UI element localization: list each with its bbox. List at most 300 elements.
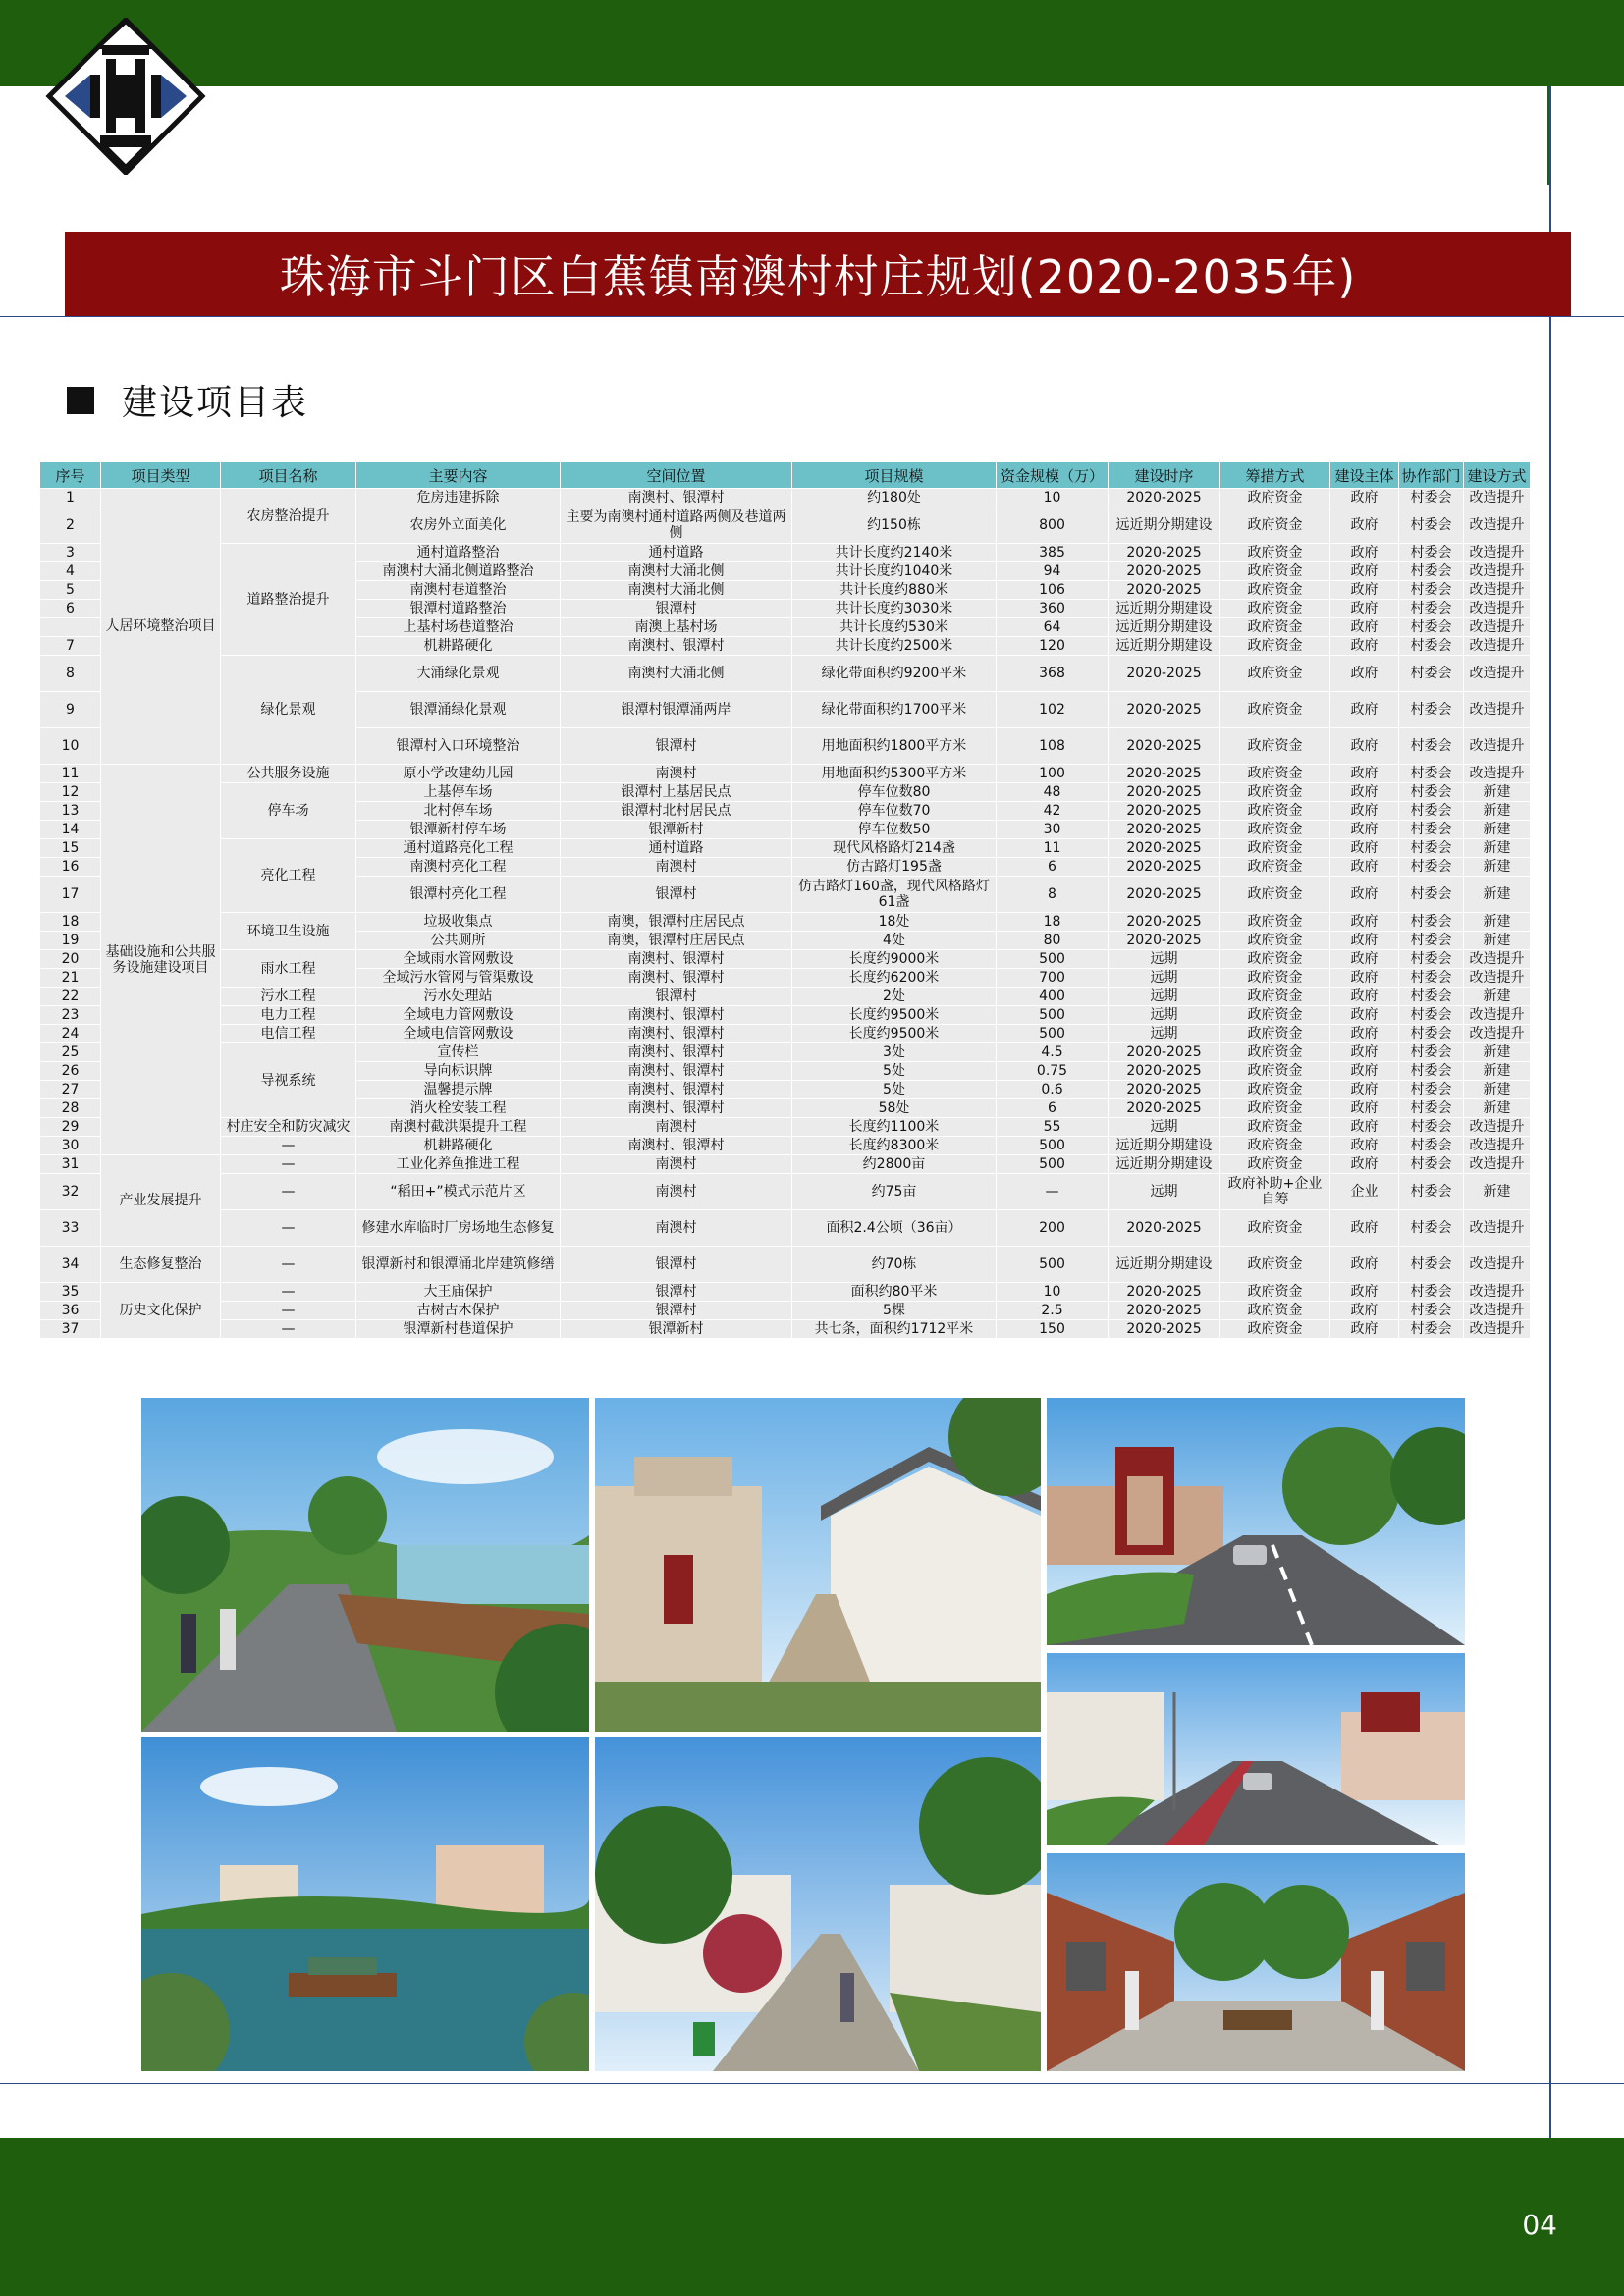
table-cell: 村委会 <box>1399 932 1464 950</box>
table-cell: 长度约9500米 <box>792 1006 997 1025</box>
table-cell: 村委会 <box>1399 1006 1464 1025</box>
table-row <box>40 1118 1531 1137</box>
table-cell: 政府 <box>1330 765 1399 783</box>
table-cell: 机耕路硬化 <box>356 637 561 656</box>
table-cell: 远近期分期建设 <box>1109 1247 1220 1283</box>
table-cell: 垃圾收集点 <box>356 913 561 932</box>
table-cell: 改造提升 <box>1464 637 1531 656</box>
table-cell: 改造提升 <box>1464 728 1531 765</box>
table-cell: 村委会 <box>1399 489 1464 507</box>
table-cell: 村委会 <box>1399 969 1464 988</box>
table-cell: 银潭村上基居民点 <box>561 783 792 802</box>
table-cell: 10 <box>997 1283 1109 1302</box>
project-name-cell: 绿化景观 <box>221 656 356 765</box>
table-cell: 新建 <box>1464 988 1531 1006</box>
table-cell: 8 <box>40 656 101 692</box>
table-cell: 新建 <box>1464 858 1531 877</box>
project-name-cell: — <box>221 1210 356 1247</box>
table-cell <box>40 618 101 637</box>
table-cell: 导向标识牌 <box>356 1062 561 1081</box>
table-cell: 6 <box>40 600 101 618</box>
table-cell: 共计长度约3030米 <box>792 600 997 618</box>
table-cell: 村委会 <box>1399 988 1464 1006</box>
table-cell: 污水处理站 <box>356 988 561 1006</box>
project-name-cell: 村庄安全和防灾减灾 <box>221 1118 356 1137</box>
table-cell: 村委会 <box>1399 600 1464 618</box>
table-cell: 368 <box>997 656 1109 692</box>
table-cell: 26 <box>40 1062 101 1081</box>
table-cell: 36 <box>40 1302 101 1320</box>
project-name-cell: 停车场 <box>221 783 356 839</box>
table-cell: 银潭村 <box>561 1283 792 1302</box>
table-body <box>40 489 1531 1339</box>
project-name-cell: — <box>221 1320 356 1339</box>
table-cell: 古树古木保护 <box>356 1302 561 1320</box>
table-cell: 面积约80平米 <box>792 1283 997 1302</box>
table-row <box>40 839 1531 858</box>
table-cell: 改造提升 <box>1464 1283 1531 1302</box>
table-cell: 政府资金 <box>1220 858 1330 877</box>
table-cell: 6 <box>997 858 1109 877</box>
table-cell: 原小学改建幼儿园 <box>356 765 561 783</box>
table-cell: 仿古路灯195盏 <box>792 858 997 877</box>
table-cell: 村委会 <box>1399 1081 1464 1099</box>
table-cell: 2020-2025 <box>1109 802 1220 821</box>
header-cell: 建设方式 <box>1464 462 1531 489</box>
table-cell: 政府资金 <box>1220 1320 1330 1339</box>
table-cell: 385 <box>997 544 1109 562</box>
table-cell: 南澳村、银潭村 <box>561 1062 792 1081</box>
table-cell: 村委会 <box>1399 821 1464 839</box>
table-cell: 政府资金 <box>1220 544 1330 562</box>
table-cell: 新建 <box>1464 913 1531 932</box>
table-cell: 银潭村 <box>561 600 792 618</box>
table-cell: 村委会 <box>1399 581 1464 600</box>
table-row <box>40 544 1531 562</box>
table-cell: 新建 <box>1464 1174 1531 1210</box>
table-row <box>40 1174 1531 1210</box>
table-cell: 消火栓安装工程 <box>356 1099 561 1118</box>
project-name-cell: 电力工程 <box>221 1006 356 1025</box>
table-cell: 2020-2025 <box>1109 877 1220 913</box>
table-cell: 改造提升 <box>1464 950 1531 969</box>
table-cell: 南澳村巷道整治 <box>356 581 561 600</box>
table-cell: 政府资金 <box>1220 969 1330 988</box>
table-cell: 村委会 <box>1399 507 1464 544</box>
table-cell: 政府 <box>1330 1302 1399 1320</box>
table-cell: 政府 <box>1330 802 1399 821</box>
table-cell: 南澳，银潭村庄居民点 <box>561 913 792 932</box>
table-cell: 南澳村 <box>561 765 792 783</box>
header-cell: 项目类型 <box>101 462 221 489</box>
table-cell: 29 <box>40 1118 101 1137</box>
table-cell: 南澳村、银潭村 <box>561 1043 792 1062</box>
table-cell: 银潭新村停车场 <box>356 821 561 839</box>
table-cell: 2020-2025 <box>1109 858 1220 877</box>
table-cell: 2020-2025 <box>1109 656 1220 692</box>
table-cell: 政府资金 <box>1220 821 1330 839</box>
table-cell: 改造提升 <box>1464 1320 1531 1339</box>
table-cell: 改造提升 <box>1464 507 1531 544</box>
section-heading <box>67 375 308 425</box>
table-cell: 27 <box>40 1081 101 1099</box>
table-cell: 南澳，银潭村庄居民点 <box>561 932 792 950</box>
table-cell: 政府资金 <box>1220 1043 1330 1062</box>
table-cell: 政府 <box>1330 932 1399 950</box>
table-cell: 村委会 <box>1399 858 1464 877</box>
table-cell: 改造提升 <box>1464 656 1531 692</box>
table-cell: 主要为南澳村通村道路两侧及巷道两侧 <box>561 507 792 544</box>
table-cell: 南澳村亮化工程 <box>356 858 561 877</box>
table-cell: 停车位数70 <box>792 802 997 821</box>
table-cell: 34 <box>40 1247 101 1283</box>
table-cell: 2020-2025 <box>1109 1062 1220 1081</box>
table-cell: 政府资金 <box>1220 562 1330 581</box>
table-row <box>40 1283 1531 1302</box>
table-cell: 改造提升 <box>1464 1247 1531 1283</box>
table-cell: 政府 <box>1330 1025 1399 1043</box>
table-cell: 政府资金 <box>1220 1081 1330 1099</box>
table-cell: 南澳村、银潭村 <box>561 1137 792 1155</box>
table-cell: 政府 <box>1330 1210 1399 1247</box>
table-cell: 停车位数80 <box>792 783 997 802</box>
table-cell: 村委会 <box>1399 802 1464 821</box>
table-cell: 政府资金 <box>1220 1247 1330 1283</box>
table-cell: 村委会 <box>1399 1099 1464 1118</box>
table-cell: 南澳村、银潭村 <box>561 1081 792 1099</box>
table-cell: 南澳村大涌北侧 <box>561 562 792 581</box>
table-cell: 新建 <box>1464 1081 1531 1099</box>
table-cell: 政府 <box>1330 950 1399 969</box>
table-row <box>40 1006 1531 1025</box>
table-cell: 新建 <box>1464 783 1531 802</box>
table-cell: 村委会 <box>1399 544 1464 562</box>
table-cell: 南澳村、银潭村 <box>561 950 792 969</box>
table-cell: 南澳村 <box>561 1210 792 1247</box>
table-cell: 村委会 <box>1399 1137 1464 1155</box>
top-band <box>0 0 1624 86</box>
table-cell: 12 <box>40 783 101 802</box>
table-cell: 政府资金 <box>1220 802 1330 821</box>
photo-riverside-path <box>141 1398 589 1732</box>
table-cell: 30 <box>997 821 1109 839</box>
table-cell: 9 <box>40 692 101 728</box>
table-cell: 3 <box>40 544 101 562</box>
table-cell: 政府 <box>1330 637 1399 656</box>
table-cell: 村委会 <box>1399 1025 1464 1043</box>
header-cell: 项目名称 <box>221 462 356 489</box>
table-cell: 通村道路亮化工程 <box>356 839 561 858</box>
table-cell: 共七条，面积约1712平米 <box>792 1320 997 1339</box>
document-title: 珠海市斗门区白蕉镇南澳村村庄规划(2020-2035年) <box>65 232 1571 316</box>
table-cell: 200 <box>997 1210 1109 1247</box>
table-cell: 28 <box>40 1099 101 1118</box>
table-cell: 村委会 <box>1399 1043 1464 1062</box>
table-cell: 远期 <box>1109 969 1220 988</box>
table-cell: 村委会 <box>1399 618 1464 637</box>
table-cell: 2020-2025 <box>1109 581 1220 600</box>
table-cell: 南澳村、银潭村 <box>561 1025 792 1043</box>
project-type-cell: 基础设施和公共服务设施建设项目 <box>101 765 221 1155</box>
table-cell: 55 <box>997 1118 1109 1137</box>
table-cell: 远期 <box>1109 1174 1220 1210</box>
table-cell: 南澳村大涌北侧 <box>561 656 792 692</box>
table-cell: 银潭村 <box>561 877 792 913</box>
table-row <box>40 656 1531 692</box>
table-cell: 村委会 <box>1399 783 1464 802</box>
table-cell: 远期 <box>1109 1025 1220 1043</box>
table-cell: 18处 <box>792 913 997 932</box>
table-cell: 政府资金 <box>1220 1062 1330 1081</box>
table-row <box>40 1210 1531 1247</box>
table-cell: 2020-2025 <box>1109 913 1220 932</box>
table-cell: 共计长度约530米 <box>792 618 997 637</box>
table-row <box>40 988 1531 1006</box>
table-cell: 新建 <box>1464 821 1531 839</box>
table-cell: 2020-2025 <box>1109 839 1220 858</box>
table-cell: 村委会 <box>1399 637 1464 656</box>
table-cell: 村委会 <box>1399 765 1464 783</box>
table-cell: 32 <box>40 1174 101 1210</box>
table-cell: 上基停车场 <box>356 783 561 802</box>
title-underline <box>0 316 1624 317</box>
table-cell: 银潭村银潭涌两岸 <box>561 692 792 728</box>
table-cell: 新建 <box>1464 1099 1531 1118</box>
table-cell: 工业化养鱼推进工程 <box>356 1155 561 1174</box>
table-cell: 政府 <box>1330 1118 1399 1137</box>
table-cell: 远期 <box>1109 988 1220 1006</box>
table-cell: 102 <box>997 692 1109 728</box>
table-cell: 5处 <box>792 1081 997 1099</box>
photo-village-pond <box>141 1737 589 2071</box>
table-cell: 改造提升 <box>1464 765 1531 783</box>
table-cell: 4 <box>40 562 101 581</box>
table-cell: 银潭村道路整治 <box>356 600 561 618</box>
table-cell: 村委会 <box>1399 1118 1464 1137</box>
table-cell: 政府 <box>1330 969 1399 988</box>
table-row <box>40 765 1531 783</box>
table-cell: 2020-2025 <box>1109 1081 1220 1099</box>
table-cell: 500 <box>997 1247 1109 1283</box>
table-cell: 村委会 <box>1399 562 1464 581</box>
table-cell: 政府 <box>1330 839 1399 858</box>
table-cell: 政府资金 <box>1220 692 1330 728</box>
table-cell: 政府 <box>1330 1247 1399 1283</box>
table-cell: 政府资金 <box>1220 581 1330 600</box>
table-cell: 政府 <box>1330 562 1399 581</box>
table-cell: 108 <box>997 728 1109 765</box>
table-cell: 银潭新村 <box>561 821 792 839</box>
table-cell: 银潭村 <box>561 1247 792 1283</box>
table-cell: 政府资金 <box>1220 637 1330 656</box>
table-cell: 政府资金 <box>1220 950 1330 969</box>
table-cell: 改造提升 <box>1464 544 1531 562</box>
project-type-cell: 人居环境整治项目 <box>101 489 221 765</box>
table-cell: 1 <box>40 489 101 507</box>
table-cell: 银潭新村和银潭涌北岸建筑修缮 <box>356 1247 561 1283</box>
photo-brick-plaza <box>1047 1853 1465 2071</box>
project-name-cell: 雨水工程 <box>221 950 356 988</box>
table-cell: 政府资金 <box>1220 618 1330 637</box>
table-cell: 远期 <box>1109 1118 1220 1137</box>
table-cell: 政府资金 <box>1220 507 1330 544</box>
table-cell: 19 <box>40 932 101 950</box>
table-cell: 长度约1100米 <box>792 1118 997 1137</box>
table-cell: 改造提升 <box>1464 1210 1531 1247</box>
table-cell: 政府资金 <box>1220 877 1330 913</box>
table-cell: 全域污水管网与管渠敷设 <box>356 969 561 988</box>
table-row <box>40 950 1531 969</box>
project-name-cell: — <box>221 1247 356 1283</box>
project-type-cell: 生态修复整治 <box>101 1247 221 1283</box>
table-cell: 远近期分期建设 <box>1109 1137 1220 1155</box>
table-cell: 改造提升 <box>1464 1118 1531 1137</box>
table-cell: 政府 <box>1330 544 1399 562</box>
table-cell: 94 <box>997 562 1109 581</box>
heading-bullet-icon <box>67 387 94 414</box>
table-cell: 村委会 <box>1399 1320 1464 1339</box>
table-cell: 21 <box>40 969 101 988</box>
table-cell: 企业 <box>1330 1174 1399 1210</box>
table-cell: 政府资金 <box>1220 1210 1330 1247</box>
table-cell: 106 <box>997 581 1109 600</box>
photo-walled-alley <box>595 1737 1041 2071</box>
table-cell: 政府资金 <box>1220 765 1330 783</box>
table-cell: 银潭新村 <box>561 1320 792 1339</box>
table-cell: 停车位数50 <box>792 821 997 839</box>
table-cell: 政府 <box>1330 858 1399 877</box>
table-cell: 政府资金 <box>1220 1283 1330 1302</box>
page-number: 04 <box>1522 2209 1557 2241</box>
table-cell: 政府资金 <box>1220 1099 1330 1118</box>
table-cell: 温馨提示牌 <box>356 1081 561 1099</box>
table-cell: 500 <box>997 1006 1109 1025</box>
table-cell: 政府 <box>1330 988 1399 1006</box>
table-cell: 约75亩 <box>792 1174 997 1210</box>
table-cell: 22 <box>40 988 101 1006</box>
table-cell: 南澳村、银潭村 <box>561 637 792 656</box>
project-table <box>39 461 1531 1339</box>
table-cell: 银潭村亮化工程 <box>356 877 561 913</box>
table-cell: 3处 <box>792 1043 997 1062</box>
table-cell: 农房外立面美化 <box>356 507 561 544</box>
project-name-cell: 亮化工程 <box>221 839 356 913</box>
table-cell: 政府资金 <box>1220 728 1330 765</box>
table-cell: 共计长度约1040米 <box>792 562 997 581</box>
table-cell: 绿化带面积约1700平米 <box>792 692 997 728</box>
table-cell: 北村停车场 <box>356 802 561 821</box>
project-type-cell: 产业发展提升 <box>101 1155 221 1247</box>
table-cell: 政府资金 <box>1220 1302 1330 1320</box>
table-cell: 银潭村入口环境整治 <box>356 728 561 765</box>
project-name-cell: 环境卫生设施 <box>221 913 356 950</box>
table-cell: 村委会 <box>1399 1247 1464 1283</box>
table-cell: 改造提升 <box>1464 581 1531 600</box>
table-cell: 机耕路硬化 <box>356 1137 561 1155</box>
table-cell: 面积2.4公顷（36亩） <box>792 1210 997 1247</box>
table-cell: 村委会 <box>1399 656 1464 692</box>
table-cell: 2020-2025 <box>1109 765 1220 783</box>
table-cell: 政府资金 <box>1220 1155 1330 1174</box>
table-cell: 长度约8300米 <box>792 1137 997 1155</box>
table-cell: 全域电信管网敷设 <box>356 1025 561 1043</box>
table-cell: 20 <box>40 950 101 969</box>
table-cell: 南澳村 <box>561 1118 792 1137</box>
table-cell: 远近期分期建设 <box>1109 618 1220 637</box>
table-cell: 360 <box>997 600 1109 618</box>
table-cell: 120 <box>997 637 1109 656</box>
table-cell: 村委会 <box>1399 1283 1464 1302</box>
table-cell: 南澳村、银潭村 <box>561 1006 792 1025</box>
table-cell: 2020-2025 <box>1109 489 1220 507</box>
table-cell: 25 <box>40 1043 101 1062</box>
table-cell: 新建 <box>1464 1062 1531 1081</box>
table-cell: 修建水库临时厂房场地生态修复 <box>356 1210 561 1247</box>
table-cell: 用地面积约1800平方米 <box>792 728 997 765</box>
table-row <box>40 1137 1531 1155</box>
table-row <box>40 1302 1531 1320</box>
table-cell: 政府资金 <box>1220 1118 1330 1137</box>
table-cell: 新建 <box>1464 1043 1531 1062</box>
table-cell: 政府 <box>1330 783 1399 802</box>
table-cell: 2020-2025 <box>1109 821 1220 839</box>
table-cell: 政府资金 <box>1220 783 1330 802</box>
header-cell: 空间位置 <box>561 462 792 489</box>
table-cell: 2处 <box>792 988 997 1006</box>
table-cell: 远近期分期建设 <box>1109 600 1220 618</box>
logo-emblem <box>45 18 206 175</box>
table-cell: 政府资金 <box>1220 600 1330 618</box>
project-name-cell: — <box>221 1283 356 1302</box>
table-cell: 政府资金 <box>1220 839 1330 858</box>
project-name-cell: 电信工程 <box>221 1025 356 1043</box>
table-cell: 2020-2025 <box>1109 1099 1220 1118</box>
table-cell: 村委会 <box>1399 1302 1464 1320</box>
table-cell: 改造提升 <box>1464 1155 1531 1174</box>
table-cell: 2020-2025 <box>1109 692 1220 728</box>
table-cell: 政府 <box>1330 1062 1399 1081</box>
table-cell: 2020-2025 <box>1109 1320 1220 1339</box>
table-cell: 2020-2025 <box>1109 728 1220 765</box>
header-cell: 协作部门 <box>1399 462 1464 489</box>
table-cell: 村委会 <box>1399 913 1464 932</box>
table-cell: 南澳村大涌北侧 <box>561 581 792 600</box>
table-cell: 银潭新村巷道保护 <box>356 1320 561 1339</box>
table-cell: 政府 <box>1330 618 1399 637</box>
table-cell: 南澳村、银潭村 <box>561 969 792 988</box>
table-cell: 64 <box>997 618 1109 637</box>
photo-village-lane <box>595 1398 1041 1732</box>
table-cell: 新建 <box>1464 877 1531 913</box>
table-cell: 政府 <box>1330 728 1399 765</box>
section-heading-text: 建设项目表 <box>122 383 309 423</box>
table-cell: 2020-2025 <box>1109 1210 1220 1247</box>
table-cell: 政府资金 <box>1220 913 1330 932</box>
table-cell: 改造提升 <box>1464 692 1531 728</box>
table-cell: 政府 <box>1330 1137 1399 1155</box>
table-cell: 村委会 <box>1399 877 1464 913</box>
table-cell: 58处 <box>792 1099 997 1118</box>
table-cell: 政府 <box>1330 507 1399 544</box>
table-cell: 700 <box>997 969 1109 988</box>
table-cell: 改造提升 <box>1464 489 1531 507</box>
table-header-row <box>40 462 1531 489</box>
table-cell: 南澳村、银潭村 <box>561 1099 792 1118</box>
table-cell: 政府资金 <box>1220 1006 1330 1025</box>
header-cell: 项目规模 <box>792 462 997 489</box>
table-row <box>40 1247 1531 1283</box>
table-cell: 改造提升 <box>1464 1006 1531 1025</box>
